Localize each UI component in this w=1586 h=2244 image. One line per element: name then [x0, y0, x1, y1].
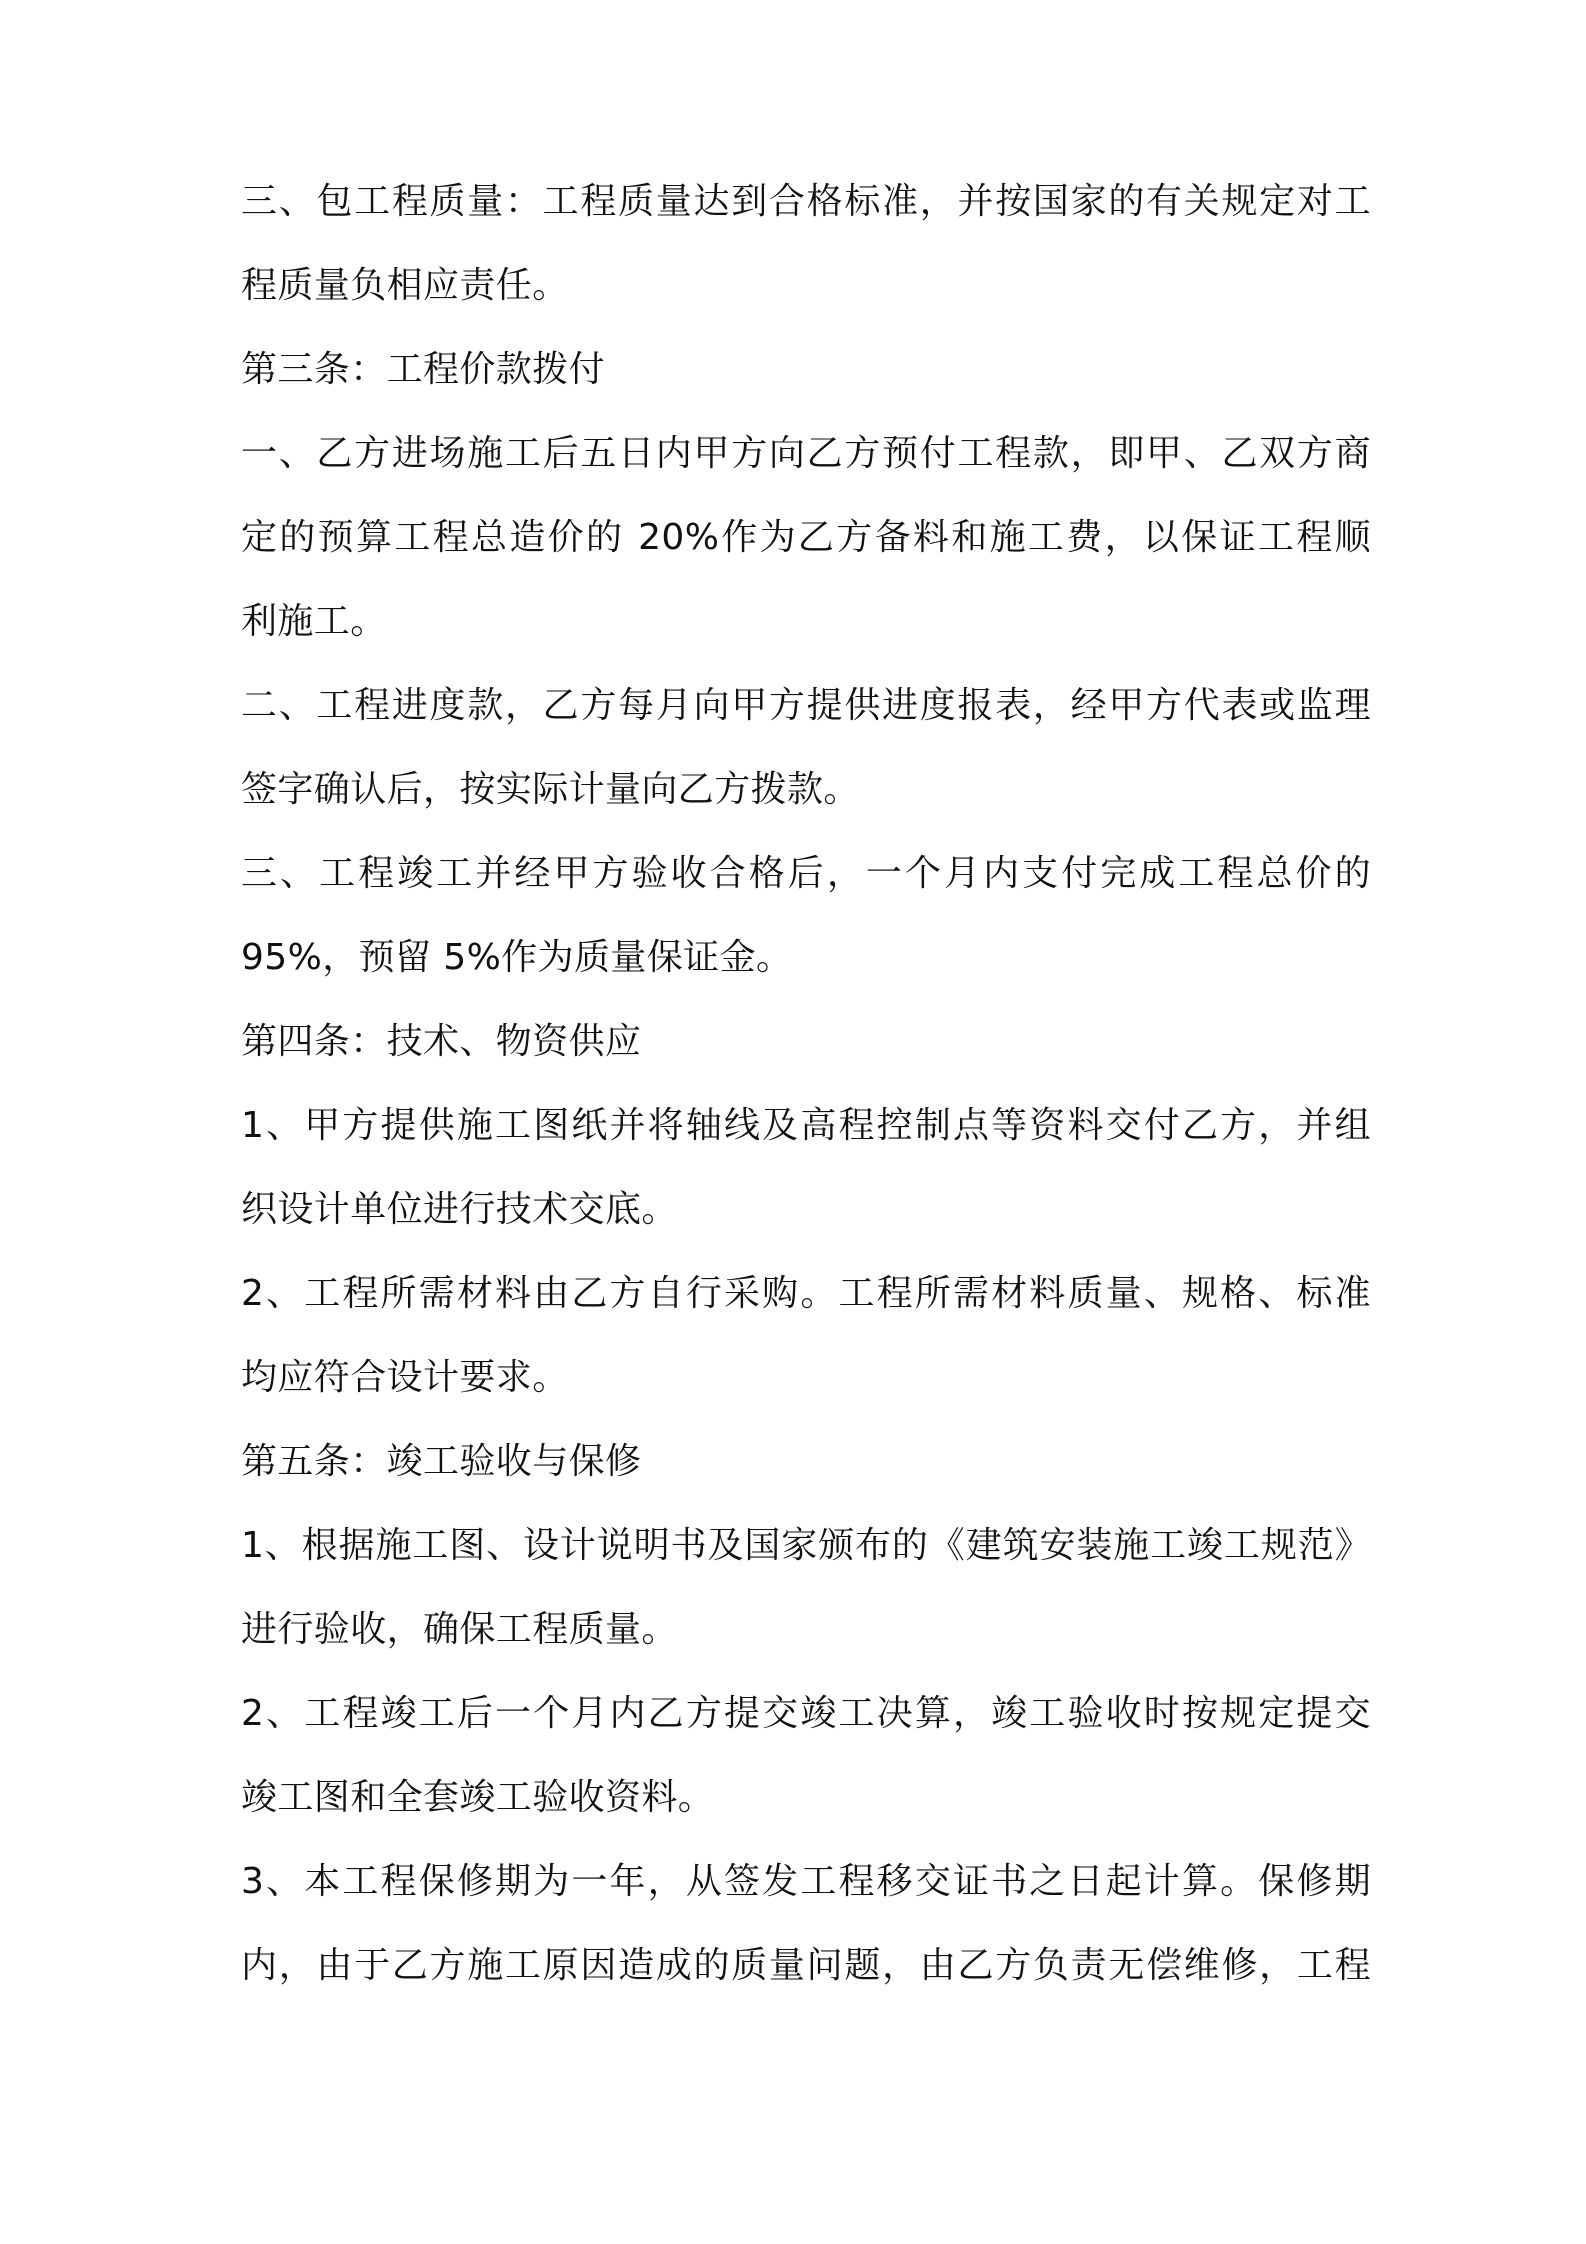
article-3-heading: 第三条：工程价款拨付: [241, 349, 606, 390]
article-3-item-3-line-1: 三、工程竣工并经甲方验收合格后，一个月内支付完成工程总价的: [241, 853, 1371, 894]
article-4-item-1-line-2: 织设计单位进行技术交底。: [241, 1189, 678, 1230]
article-3-item-2-line-2: 签字确认后，按实际计量向乙方拨款。: [241, 769, 860, 810]
article-5-heading: 第五条：竣工验收与保修: [241, 1441, 642, 1482]
article-4-item-2-line-1: 2、工程所需材料由乙方自行采购。工程所需材料质量、规格、标准: [241, 1273, 1371, 1314]
article-4-heading: 第四条：技术、物资供应: [241, 1021, 642, 1062]
article-3-item-3-line-2: 95%，预留 5%作为质量保证金。: [241, 937, 793, 978]
article-5-item-1-line-2: 进行验收，确保工程质量。: [241, 1609, 678, 1650]
article-3-item-1-line-1: 一、乙方进场施工后五日内甲方向乙方预付工程款，即甲、乙双方商: [241, 433, 1371, 474]
article-4-item-2-line-2: 均应符合设计要求。: [241, 1357, 569, 1398]
clause-3-quality-line-1: 三、包工程质量：工程质量达到合格标准，并按国家的有关规定对工: [241, 181, 1371, 222]
article-5-item-1-line-1: 1、根据施工图、设计说明书及国家颁布的《建筑安装施工竣工规范》: [241, 1525, 1371, 1566]
clause-3-quality-line-2: 程质量负相应责任。: [241, 265, 569, 306]
document-body: [241, 160, 1371, 2008]
article-3-item-2-line-1: 二、工程进度款，乙方每月向甲方提供进度报表，经甲方代表或监理: [241, 685, 1371, 726]
article-5-item-2-line-1: 2、工程竣工后一个月内乙方提交竣工决算，竣工验收时按规定提交: [241, 1693, 1371, 1734]
article-5-item-3-line-1: 3、本工程保修期为一年，从签发工程移交证书之日起计算。保修期: [241, 1861, 1371, 1902]
article-3-item-1-line-3: 利施工。: [241, 601, 387, 642]
article-4-item-1-line-1: 1、甲方提供施工图纸并将轴线及高程控制点等资料交付乙方，并组: [241, 1105, 1371, 1146]
article-5-item-2-line-2: 竣工图和全套竣工验收资料。: [241, 1777, 715, 1818]
article-5-item-3-line-2: 内，由于乙方施工原因造成的质量问题，由乙方负责无偿维修，工程: [241, 1945, 1371, 1986]
article-3-item-1-line-2: 定的预算工程总造价的 20%作为乙方备料和施工费，以保证工程顺: [241, 517, 1371, 558]
